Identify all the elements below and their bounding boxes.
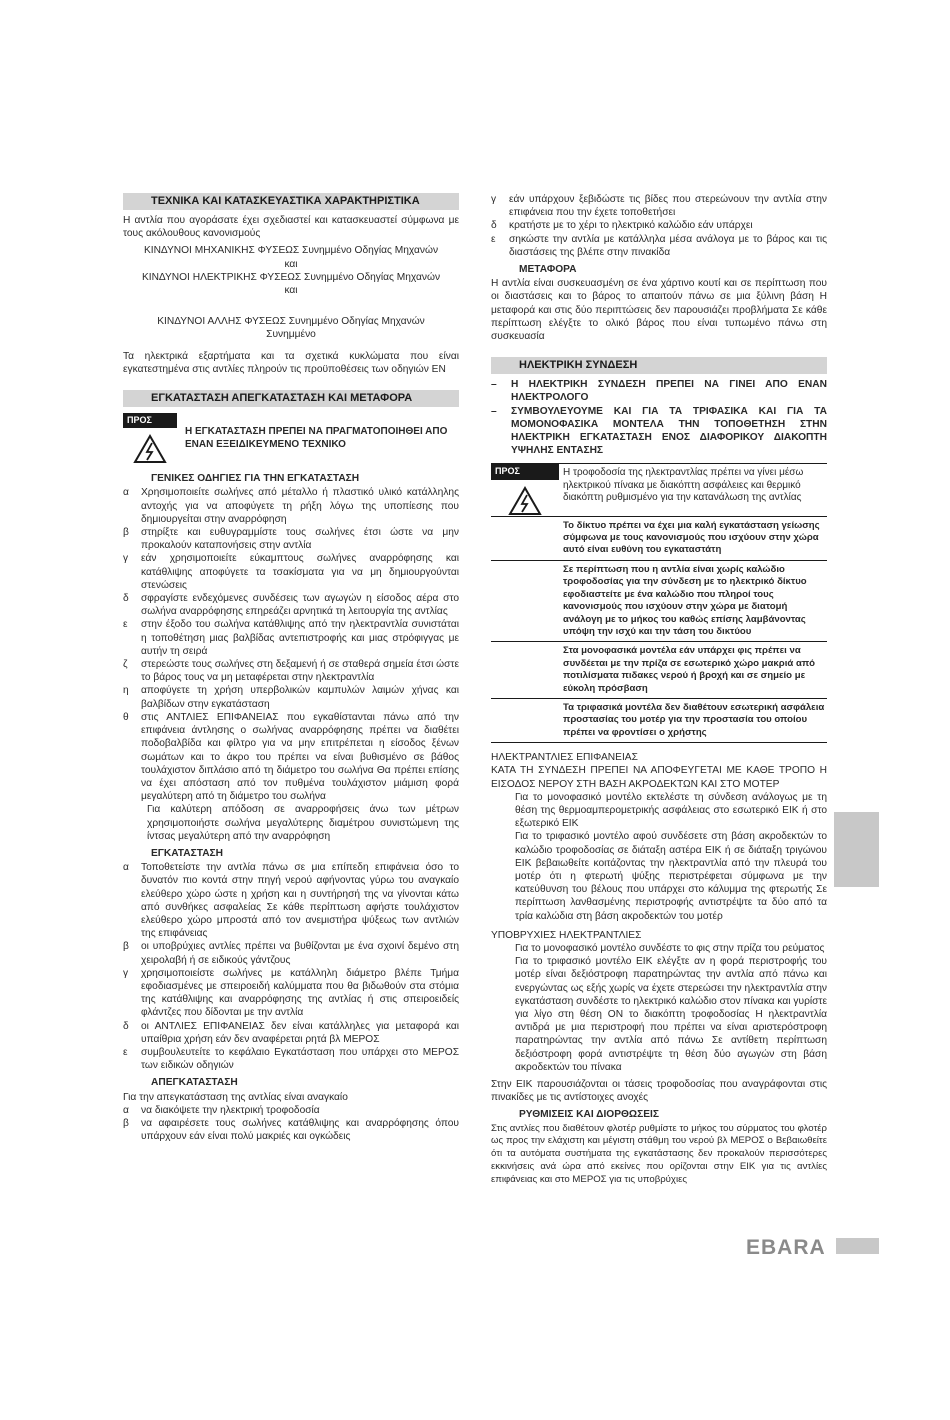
warning-tag: ΠΡΟΣ — [123, 413, 177, 428]
list-item: β να αφαιρέσετε τους σωλήνες κατάθλιψης και αναρρόφησης όπου υπάρχουν εάν είναι πολύ μακριές και ογκώδεις — [123, 1117, 459, 1143]
list-item: ε συμβουλευτείτε το κεφάλαιο Εγκατάσταση που υπάρχει στο ΜΕΡΟΣ των ειδικών οδηγιών — [123, 1046, 459, 1072]
list-item: α να διακόψετε την ηλεκτρική τροφοδοσία — [123, 1104, 320, 1116]
paragraph-surface-single-phase: Για το μονοφασικό μοντέλο εκτελέστε τη σύνδεση ανάλογως με τη θέση της θερμοαμπερομετρικής ασφάλειας στο εσωτερικό ΕΙΚ ή στο εξωτερικό ΕΙΚ — [515, 791, 827, 830]
warning-icon-block — [123, 413, 177, 464]
paragraph-transport: Η αντλία είναι συσκευασμένη σε ένα χάρτινο κουτί και σε περίπτωση που οι διαστάσεις και το βάρος το απαιτούν πάνω σε μια ξύλινη βάση Η μεταφορά και στις δύο περιπτώσεις δεν παρουσιάζει προβλήματα Σε κάθε περίπτωση ελέγξτε το ολικό βάρος που είναι τυπωμένο πάνω στη συσκευασία — [491, 278, 827, 343]
subheading-transport: ΜΕΤΑΦΟΡΑ — [519, 264, 577, 276]
paragraph-adjustments: Στις αντλίες που διαθέτουν φλοτέρ ρυθμίστε το μήκος του σύρματος του φλοτέρ ως προς την ελάχιστη και μέγιστη στάθμη του νερού βλ ΜΕΡΟΣ ο Βεβαιωθείτε ότι τα αυτόματα συστήματα της εγκατάστασης δεν προκαλούν περισσότερες εκκινήσεις ανά ώρα από εκείνες που ορίζονται στην ΕΙΚ για τις αντλίες επιφάνειας και στο ΜΕΡΟΣ για τις υποβρύχιες — [491, 1122, 827, 1185]
list-item: γ εάν χρησιμοποιείτε εύκαμπτους σωλήνες αναρρόφησης και κατάθλιψης αποφύγετε τα τσακίσματα για να μη δημιουργούνται στενώσεις — [123, 553, 459, 591]
warning-icon-block — [491, 464, 559, 515]
subheading-uninstallation: ΑΠΕΓΚΑΤΑΣΤΑΣΗ — [151, 1077, 238, 1089]
subheading-general-instructions: ΓΕΝΙΚΕΣ ΟΔΗΓΙΕΣ ΓΙΑ ΤΗΝ ΕΓΚΑΤΑΣΤΑΣΗ — [151, 473, 360, 485]
list-item: α Χρησιμοποιείτε σωλήνες από μέταλλο ή πλαστικό υλικό κατάλληλης αντοχής για να αποφύγετε τη ρήξη λόγω της υποπίεσης που δημιουργείται στην αναρρόφηση — [123, 487, 459, 525]
risk-row-mechanical: ΚΙΝΔΥΝΟΙ ΜΗΧΑΝΙΚΗΣ ΦΥΣΕΩΣ Συνημμένο Οδηγίας Μηχανών — [143, 245, 439, 257]
warning-text: Η τροφοδοσία της ηλεκτραντλίας πρέπει να γίνει μέσω ηλεκτρικού πίνακα με διακόπτη ασφάλειες και θερμικό διακόπτη ρυθμισμένο για την κατανάλωση της αντλίας — [563, 467, 804, 504]
list-item: γ εάν υπάρχουν ξεβιδώστε τις βίδες που στερεώνουν την αντλία στην επιφάνεια που την έχετε τοποθετήσει — [491, 194, 827, 219]
section-heading-installation: ΕΓΚΑΤΑΣΤΑΣΗ ΑΠΕΓΚΑΤΑΣΤΑΣΗ ΚΑΙ ΜΕΤΑΦΟΡΑ — [123, 390, 459, 407]
list-item: α Τοποθετείστε την αντλία πάνω σε μια επίπεδη επιφάνεια όσο το δυνατόν πιο κοντά στην πηγή νερού αφήνοντας γύρω του αναγκαίο ελεύθερο χώρο ώστε η χρήση και η συντήρησή της να γίνονται κάτω από συνθήκες ασφαλείας Σε κάθε περίπτωση αφήστε τουλάχιστον ελεύθερο χώρο μπροστά από τον ανεμιστήρα ψύξεως των αντλιών της επιφάνειας — [123, 862, 459, 940]
warning-text: Τα τριφασικά μοντέλα δεν διαθέτουν εσωτερική ασφάλεια προστασίας του μοτέρ για την προστασία του οποίου πρέπει να φροντίσει ο χρήστης — [563, 701, 825, 738]
risk-row-mechanical-and: και — [284, 258, 298, 270]
right-column — [491, 193, 827, 1191]
list-item: δ σφραγίστε ενδεχόμενες συνδέσεις των αγωγών η είσοδος αέρα στο σωλήνα αναρρόφησης επηρεάζει αρνητικά τη λειτουργία της αντλίας — [123, 593, 459, 618]
warning-row — [491, 698, 827, 742]
warning-row — [491, 560, 827, 641]
warning-row — [491, 463, 827, 515]
footer-bar — [836, 1238, 879, 1254]
warning-text: Σε περίπτωση που η αντλία είναι χωρίς καλώδιο τροφοδοσίας για την σύνδεση με το ηλεκτρικό δίκτυο εφοδιαστείτε με ένα καλώδιο που πληροί τους κανονισμούς που ισχύουν στην χώρα με διατομή ανάλογη με το μήκος του καθώς επίσης λαμβάνοντας υπόψη την ισχύ και την τάση του δικτύου — [563, 563, 807, 637]
warning-box — [123, 413, 459, 464]
list-item: δ κρατήστε με το χέρι το ηλεκτρικό καλώδιο εάν υπάρχει — [491, 220, 753, 232]
list-item: δ οι ΑΝΤΛΙΕΣ ΕΠΙΦΑΝΕΙΑΣ δεν είναι κατάλληλες για μεταφορά και υπαίθρια χρήση εάν δεν αναφέρεται ρητά βλ ΜΕΡΟΣ — [123, 1020, 459, 1045]
risk-row-other: ΚΙΝΔΥΝΟΙ ΑΛΛΗΣ ΦΥΣΕΩΣ Συνημμένο Οδηγίας Μηχανών — [157, 316, 425, 328]
electric-hazard-icon — [508, 486, 542, 516]
warning-table — [491, 463, 827, 743]
side-tab-marker — [834, 812, 879, 887]
heading-surface-pumps: ΗΛΕΚΤΡΑΝΤΛΙΕΣ ΕΠΙΦΑΝΕΙΑΣ — [491, 752, 638, 764]
warning-text: Η ΕΓΚΑΤΑΣΤΑΣΗ ΠΡΕΠΕΙ ΝΑ ΠΡΑΓΜΑΤΟΠΟΙΗΘΕΙ ΑΠΟ ΕΝΑΝ ΕΞΕΙΔΙΚΕΥΜΕΝΟ ΤΕΧΝΙΚΟ — [185, 426, 448, 451]
paragraph-surface-three-phase: Για το τριφασικό μοντέλο αφού συνδέσετε στη βάση ακροδεκτών το καλώδιο τροφοδοσίας σε διάταξη αστέρα ΕΙΚ ή σε διάταξη τριγώνου ΕΙΚ βεβαιωθείτε κοιτάζοντας την ηλεκτραντλία από την πλευρά του μοτέρ ότι η φτερωτή ψύξης περιστρέφεται σύμφωνα με την κατεύθυνση του βέλους που υπάρχει στο κάλυμμα της φτερωτής Σε περίπτωση λανθασμένης περιστροφής αντιστρέψτε τα δύο από τα τρία καλώδια στη βάση ακροδεκτών του μοτέρ — [515, 831, 827, 922]
list-item: γ χρησιμοποιείστε σωλήνες με κατάλληλη διάμετρο βλέπε Τμήμα εφοδιασμένες με σπειροειδή καλύμματα που θα βιδωθούν στα στόμια της κατάθλιψης και αναρρόφησης της αντλίας ή στις σπειροειδείς φλάντζες που δίδονται με την αντλία — [123, 967, 459, 1019]
warning-text: Στα μονοφασικά μοντέλα εάν υπάρχει φις πρέπει να συνδέεται με την πρίζα σε εσωτερικό χώρο μακριά από ποτιλίσματα πιδακες νερού ή βροχή και σε σημείο με εύκολη πρόσβαση — [563, 645, 816, 694]
paragraph-submersible-three-phase: Για το τριφασικό μοντέλο ΕΙΚ ελέγξτε αν η φορά περιστροφής του μοτέρ είναι δεξιόστροφη παρατηρώντας την αντλία από πάνω και ενεργώντας ως εξής χωρίς να έχετε στερεώσει την ηλεκτραντλία στην εγκατάσταση συνδέστε το ηλεκτρικό καλώδιο στον πίνακα και γυρίστε για λίγο στη θέση ON το διακόπτη τροφοδοσίας Η ηλεκτραντλία αντιδρά με μια περιστροφή που πρέπει να είναι αριστερόστροφη παρατηρώντας την αντλία από πάνω Σε αντίθετη περίπτωση δεξιόστροφη φορά αντιστρέψτε τη θέση δύο αγωγών στη βάση ακροδεκτών του πίνακα — [515, 956, 827, 1073]
list-item: β οι υποβρύχιες αντλίες πρέπει να βυθίζονται με ένα σχοινί δεμένο στη χειρολαβή ή σε ειδικούς γάντζους — [123, 941, 459, 966]
electric-hazard-icon — [133, 434, 167, 464]
paragraph-larger-pipe: Για καλύτερη απόδοση σε αναρροφήσεις άνω των μέτρων χρησιμοποιήστε σωλήνα μεγαλύτερης διαμέτρου συνιστώμενη της ίντσας μεγαλύτερη από την αναρρόφηση — [147, 804, 459, 842]
paragraph-intro: Η αντλία που αγοράσατε έχει σχεδιαστεί και κατασκευαστεί σύμφωνα με τους ακόλουθους κανονισμούς — [123, 215, 459, 240]
left-column — [123, 193, 459, 1143]
section-heading-technical: ΤΕΧΝΙΚΑ ΚΑΙ ΚΑΤΑΣΚΕΥΑΣΤΙΚΑ ΧΑΡΑΚΤΗΡΙΣΤΙΚΑ — [123, 193, 459, 210]
subheading-installation: ΕΓΚΑΤΑΣΤΑΣΗ — [151, 847, 224, 859]
warning-text: Το δίκτυο πρέπει να έχει μια καλή εγκατάσταση γείωσης σύμφωνα με τους κανονισμούς που ισχύουν στην χώρα αυτό είναι ευθύνη του εγκαταστάτη — [563, 519, 820, 556]
paragraph-electrical-parts: Τα ηλεκτρικά εξαρτήματα και τα σχετικά κυκλώματα που είναι εγκατεστημένα στις αντλίες πληρούν τις προϋποθέσεις των οδηγιών EN — [123, 350, 459, 375]
warning-row — [491, 641, 827, 698]
list-item: η αποφύγετε τη χρήση υπερβολικών καμπυλών λαιμών χήνας και βαλβίδων στην εγκατάσταση — [123, 685, 459, 710]
risk-row-other-annex: Συνημμένο — [266, 329, 316, 341]
risk-row-electrical-and: και — [284, 285, 298, 297]
list-item: – ΣΥΜΒΟΥΛΕΥΟΥΜΕ ΚΑΙ ΓΙΑ ΤΑ ΤΡΙΦΑΣΙΚΑ ΚΑΙ ΓΙΑ ΤΑ ΜΟΜΟΝΟΦΑΣΙΚΑ ΜΟΝΤΕΛΑ ΤΗΝ ΤΟΠΟΘΕΤΗΣΗ ΣΤΗΝ ΗΛΕΚΤΡΙΚΗ ΕΓΚΑΤΑΣΤΑΣΗ ΕΝΟΣ ΔΙΑΦΟΡΙΚΟΥ ΔΙΑΚΟΠΤΗ ΥΨΗΛΗΣ ΕΝΤΑΣΗΣ — [491, 405, 827, 457]
risk-row-electrical: ΚΙΝΔΥΝΟΙ ΗΛΕΚΤΡΙΚΗΣ ΦΥΣΕΩΣ Συνημμένο Οδηγίας Μηχανών — [141, 271, 441, 283]
paragraph-submersible-single-phase: Για το μονοφασικό μοντέλο συνδέστε το φις στην πρίζα του ρεύματος — [515, 943, 825, 954]
subheading-adjustments: ΡΥΘΜΙΣΕΙΣ ΚΑΙ ΔΙΟΡΘΩΣΕΙΣ — [519, 1109, 659, 1121]
paragraph-uninstall-intro: Για την απεγκατάσταση της αντλίας είναι αναγκαίο — [123, 1091, 348, 1103]
paragraph-surface-warning: ΚΑΤΑ ΤΗ ΣΥΝΔΕΣΗ ΠΡΕΠΕΙ ΝΑ ΑΠΟΦΕΥΓΕΤΑΙ ΜΕ ΚΑΘΕ ΤΡΟΠΟ Η ΕΙΣΟΔΟΣ ΝΕΡΟΥ ΣΤΗ ΒΑΣΗ ΑΚΡΟΔΕΚΤΩΝ ΚΑΙ ΣΤΟ ΜΟΤΕΡ — [491, 765, 827, 790]
list-item: θ στις ΑΝΤΛΙΕΣ ΕΠΙΦΑΝΕΙΑΣ που εγκαθίστανται πάνω από την επιφάνεια άντλησης ο σωλήνας αναρρόφησης πρέπει να διαθέτει ποδοβαλβίδα και φίλτρο για να μην επιτρέπεται η είσοδος ξένων σωμάτων και το άκρο του πρέπει να είναι βυθισμένο σε βάθος τουλάχιστον διπλάσιο από τη διάμετρο του σωλήνα Θα πρέπει επίσης να έχει απόσταση από τον πυθμένα τουλάχιστον μιάμιση φορά μεγαλύτερη από τη διάμετρο του σωλήνα — [123, 711, 459, 803]
warning-tag: ΠΡΟΣ — [491, 464, 559, 479]
list-item: – Η ΗΛΕΚΤΡΙΚΗ ΣΥΝΔΕΣΗ ΠΡΕΠΕΙ ΝΑ ΓΙΝΕΙ ΑΠΟ ΕΝΑΝ ΗΛΕΚΤΡΟΛΟΓΟ — [491, 379, 827, 404]
list-item: ε σηκώστε την αντλία με κατάλληλα μέσα ανάλογα με το βάρος και τις διαστάσεις της βλέπε στην πινακίδα — [491, 233, 827, 258]
list-item: β στηρίξτε και ευθυγραμμίστε τους σωλήνες έτσι ώστε να μην προκαλούν καταπονήσεις στην αντλία — [123, 527, 459, 552]
heading-submersible-pumps: ΥΠΟΒΡΥΧΙΕΣ ΗΛΕΚΤΡΑΝΤΛΙΕΣ — [491, 929, 642, 941]
section-heading-electrical: ΗΛΕΚΤΡΙΚΗ ΣΥΝΔΕΣΗ — [491, 357, 827, 374]
paragraph-voltages: Στην ΕΙΚ παρουσιάζονται οι τάσεις τροφοδοσίας που αναγράφονται στις πινακίδες με τις αντίστοιχες ανοχές — [491, 1079, 827, 1104]
list-item: ζ στερεώστε τους σωλήνες στη δεξαμενή ή σε σταθερά σημεία έτσι ώστε το βάρος τους να μη μεταφέρεται στην ηλεκτραντλία — [123, 659, 459, 684]
list-item: ε στην έξοδο του σωλήνα κατάθλιψης από την ηλεκτραντλία συνιστάται η τοποθέτηση μιας βαλβίδας αντεπιστροφής και μιας στρόφιγγας με αυτήν τη σειρά — [123, 619, 459, 657]
warning-row — [491, 516, 827, 560]
ebara-logo: EBARA — [746, 1236, 826, 1259]
